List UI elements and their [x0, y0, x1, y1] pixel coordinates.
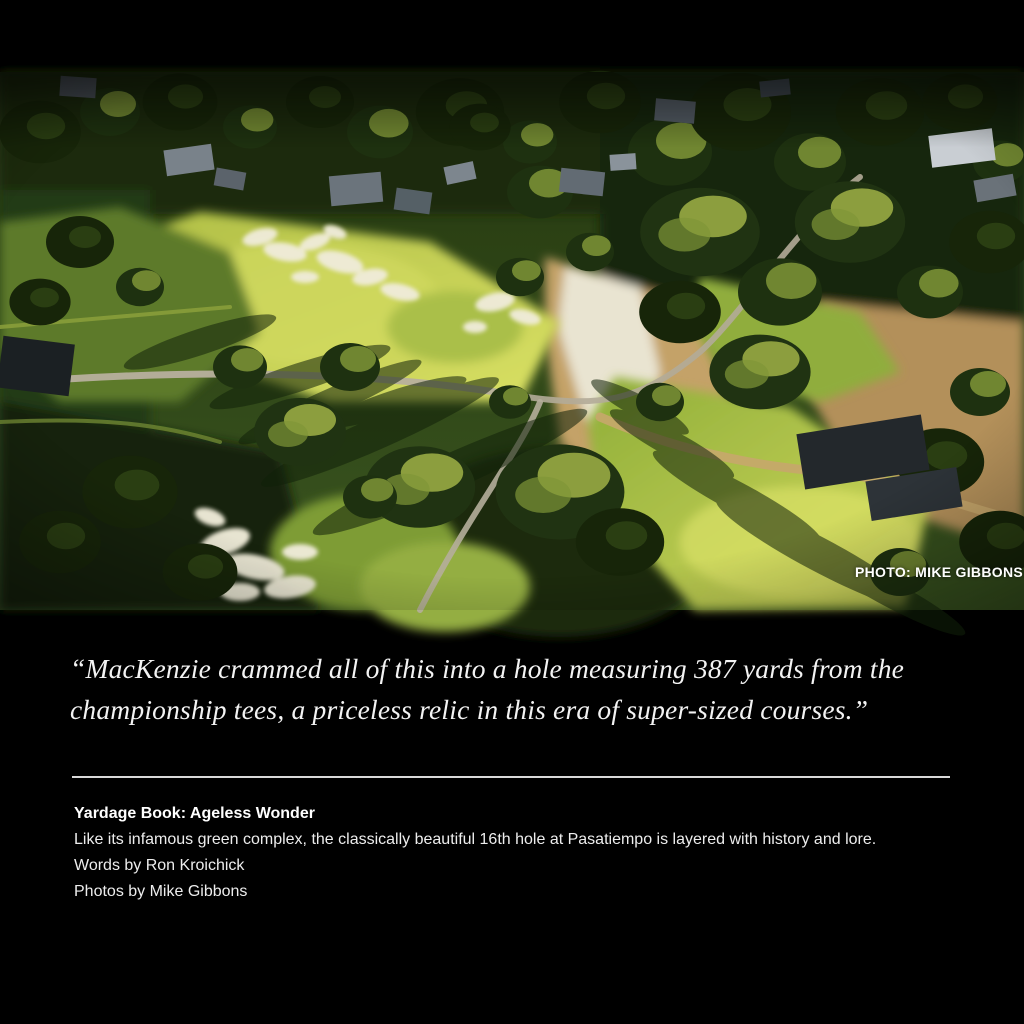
photo-credit: PHOTO: MIKE GIBBONS [854, 564, 1023, 580]
caption-subtitle: Like its infamous green complex, the classically beautiful 16th hole at Pasatiempo is layered with history and lore. [74, 831, 877, 848]
caption-title: Yardage Book: Ageless Wonder [74, 805, 315, 822]
aerial-photo-artwork [0, 72, 1024, 610]
pull-quote [70, 648, 970, 730]
divider-rule [72, 776, 950, 778]
caption-block [74, 801, 974, 900]
pull-quote-line-2: championship tees, a priceless relic in this era of super-sized courses.” [70, 694, 869, 725]
aerial-golf-course-photo [0, 72, 1024, 610]
pull-quote-line-1: “MacKenzie crammed all of this into a hole measuring 387 yards from the [70, 653, 905, 684]
caption-words-byline: Words by Ron Kroichick [74, 857, 245, 874]
caption-photos-byline: Photos by Mike Gibbons [74, 883, 248, 900]
